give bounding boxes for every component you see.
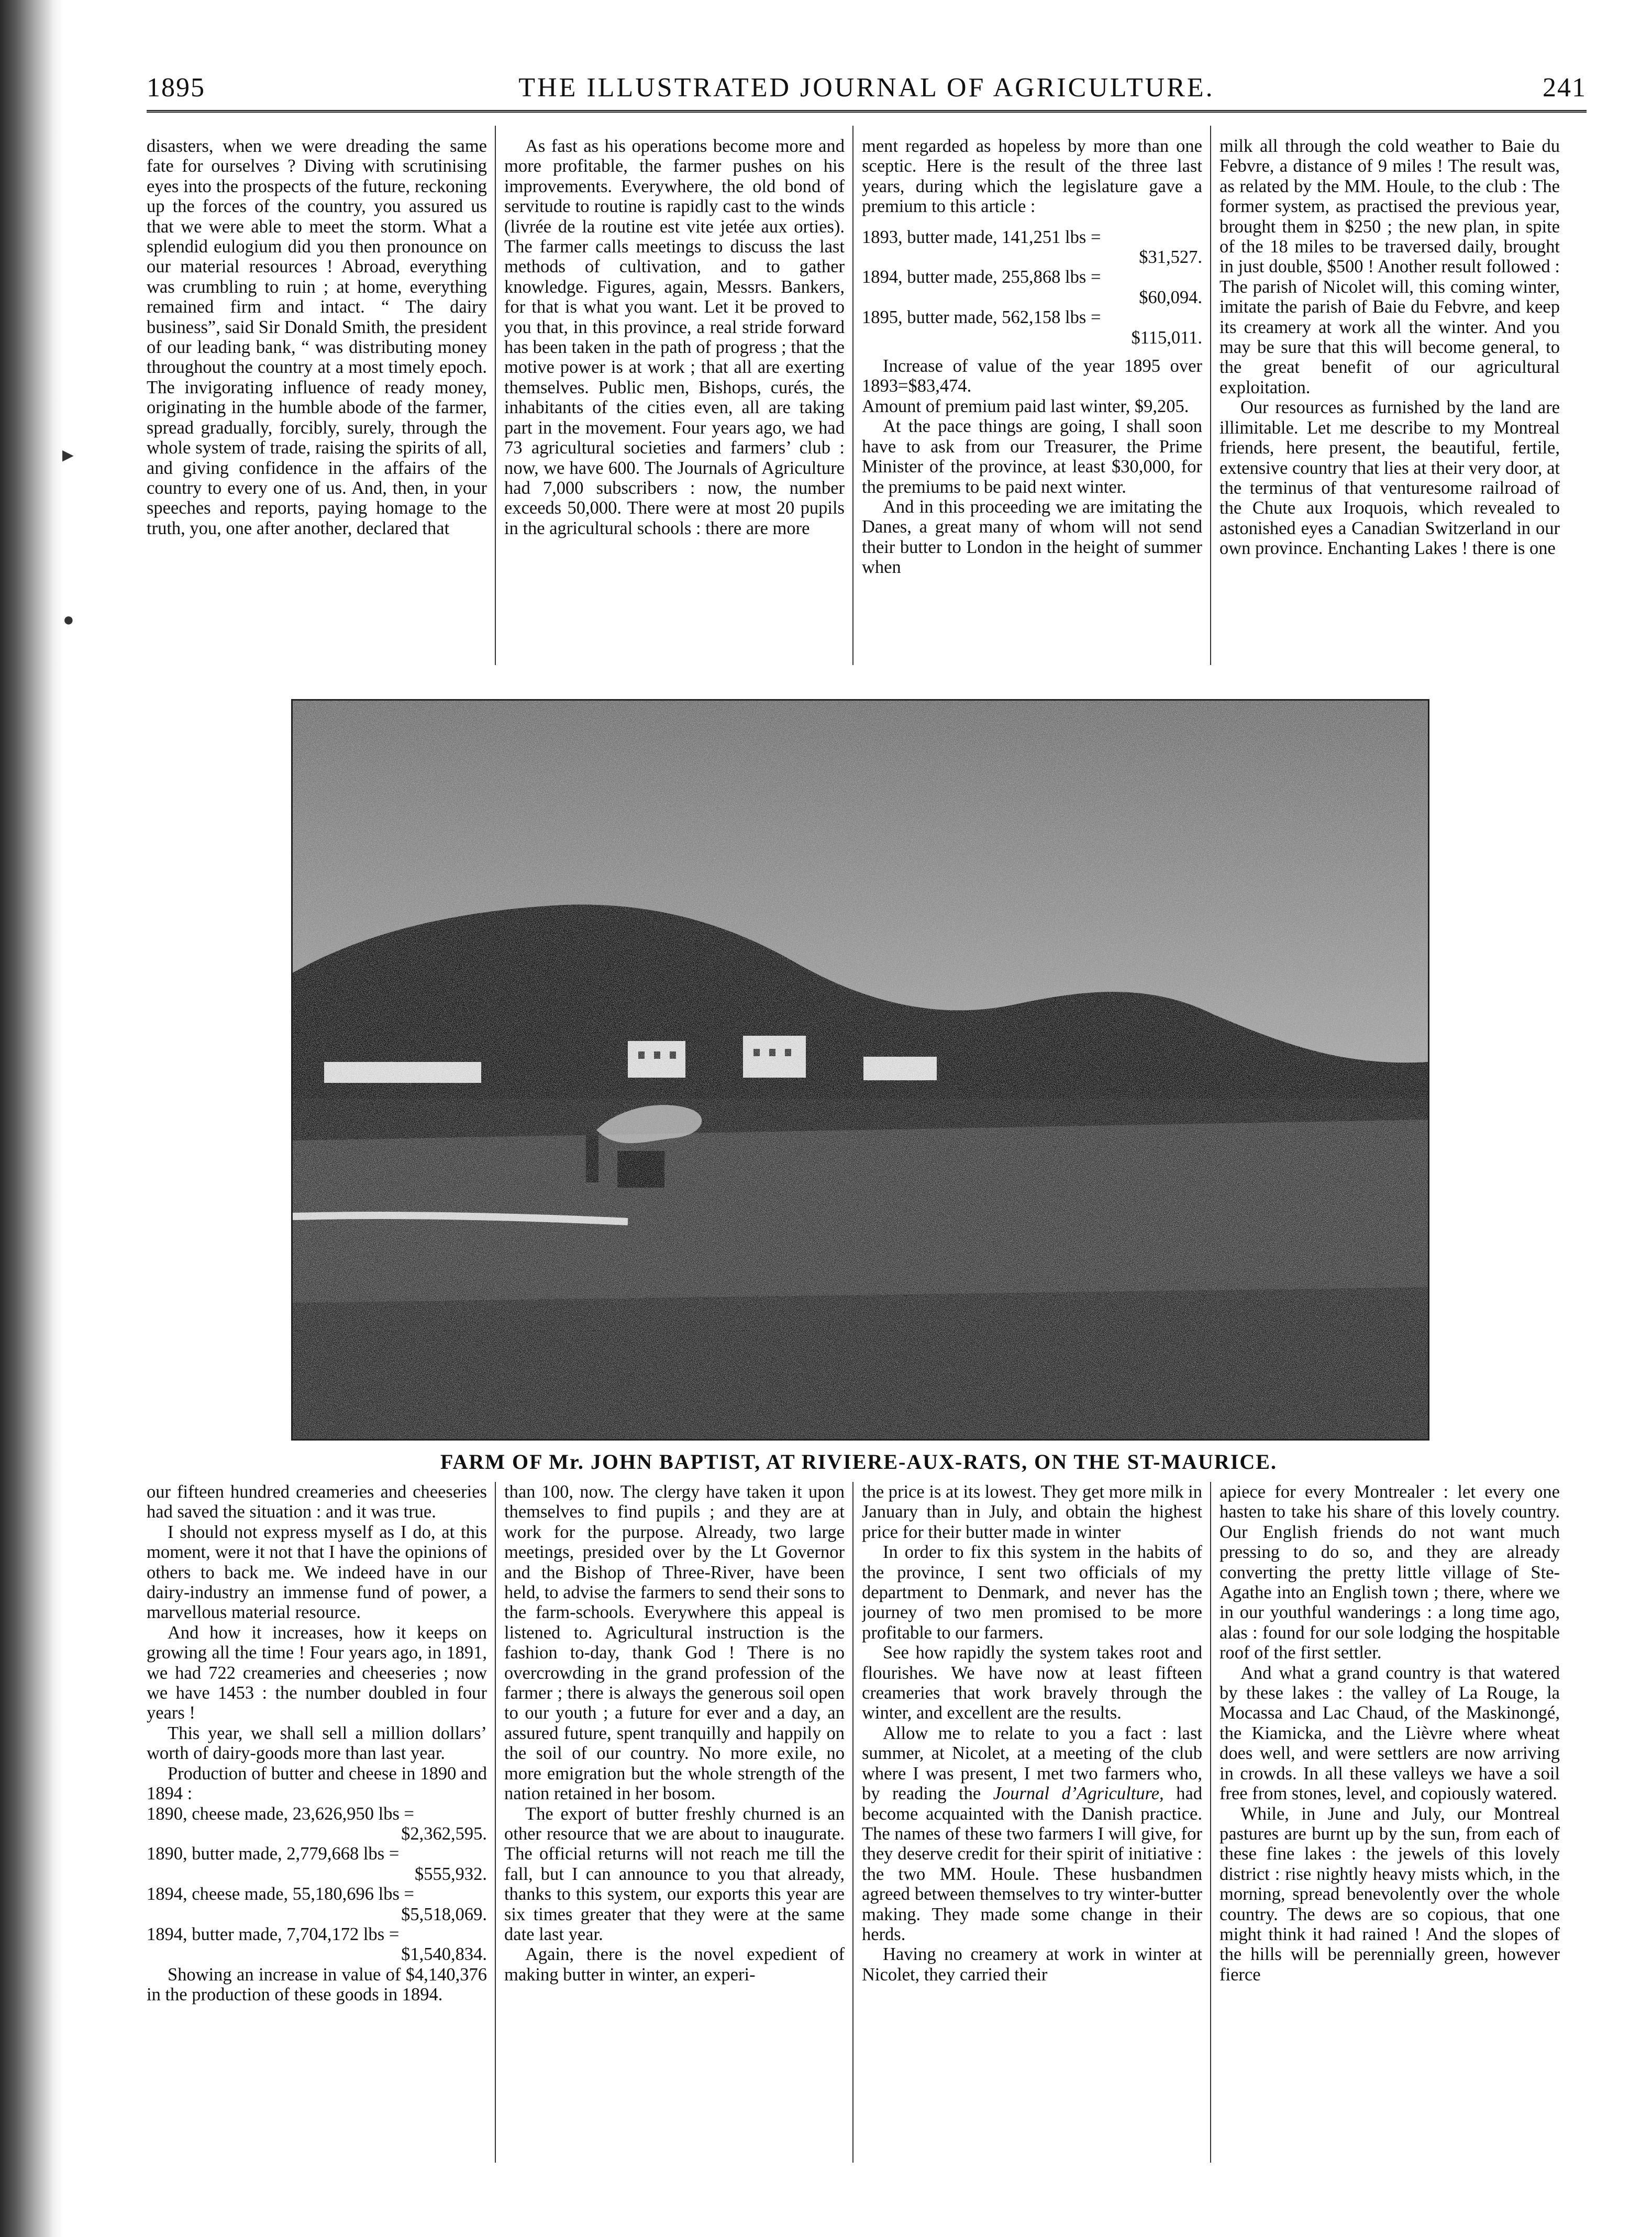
paragraph: Again, there is the novel expedient of making butter in winter, an experi- [504,1944,845,1985]
butter-figure [862,227,1202,268]
paragraph: See how rapidly the system takes root and flourishes. We have now at least fifteen creameries that work bravely through the winter, and excellent are the results. [862,1643,1202,1723]
figure-amount: $1,540,834. [401,1944,487,1965]
paragraph: apiece for every Montrealer : let every one hasten to take his share of this lovely country. Our English friends do not want much pressing to do so, and they are already converting the pretty little village of Ste-Agathe into an English town ; there, where we in our youthful wanderings : a long time ago, alas : found for our sole lodging the hospitable roof of the first settler. [1219,1482,1560,1663]
paragraph: the price is at its lowest. They get more milk in January than in July, and obtain the highest price for their butter made in winter [862,1482,1202,1542]
journal-title: THE ILLUSTRATED JOURNAL OF AGRICULTURE. [518,73,1215,103]
paragraph: ment regarded as hopeless by more than one sceptic. Here is the result of the three last years, during which the legislature gave a premium to this article : [862,136,1202,217]
production-figure [147,1844,487,1884]
top-column-1 [147,136,487,665]
paragraph: Showing an increase in value of $4,140,376 in the production of these goods in 1894. [147,1964,487,2005]
top-column-2 [504,136,845,665]
page-binding-shadow [0,0,63,2237]
column-rule [1210,1482,1211,2163]
figure-line: 1893, butter made, 141,251 lbs = [862,227,1101,247]
margin-mark: ► [59,445,77,466]
column-rule [1210,126,1211,665]
bottom-column-4 [1219,1482,1560,2163]
text-run: Allow me to relate to you a fact : last summer, at Nicolet, at a meeting of the club where I was present, I met two farmers who, by reading the [862,1723,1202,1804]
figure-line: 1894, butter made, 7,704,172 lbs = [147,1924,400,1944]
paragraph: than 100, now. The clergy have taken it upon themselves to find pupils ; and they are at work for the purpose. Already, two large meetings, presided over by the Lt Governor and the Bishop of Three-River, have been held, to advise the farmers to send their sons to the farm-schools. Everywhere this appeal is listened to. Agricultural instruction is the fashion to-day, thank God ! There is no overcrowding in the grand profession of the farmer ; there is always the generous soil open to our youth ; a future for ever and a day, an assured future, spent tranquilly and happily on the soil of our country. No more exile, no more emigration but the whole strength of the nation retained in her bosom. [504,1482,845,1804]
top-column-3 [862,136,1202,665]
figure-amount: $60,094. [1139,287,1202,307]
bottom-column-2 [504,1482,845,2163]
paragraph: Amount of premium paid last winter, $9,205. [862,396,1189,416]
journal-name: Journal d’Agriculture, [993,1784,1164,1804]
production-figure [147,1884,487,1924]
figure-caption: FARM OF Mr. JOHN BAPTIST, AT RIVIERE-AUX-RATS, ON THE ST-MAURICE. [440,1450,1277,1474]
header-rule [147,110,1587,113]
paragraph: And in this proceeding we are imitating the Danes, a great many of whom will not send their butter to London in the height of summer when [862,496,1202,578]
running-header [147,72,1587,114]
text-run: had become acquainted with the Danish practice. The names of these two farmers I will give, for they deserve credit for their spirit of initiative : the two MM. Houle. These husbandmen agreed between themselves to try winter-butter making. They made some change in their herds. [862,1784,1202,1944]
paragraph: And how it increases, how it keeps on growing all the time ! Four years ago, in 1891, we had 722 creameries and cheeseries ; now we have 1453 : the number doubled in four years ! [147,1622,487,1723]
column-rule [495,126,496,665]
figure-amount: $115,011. [1131,327,1202,348]
production-figure [147,1804,487,1844]
production-figure [147,1924,487,1965]
butter-figure [862,267,1202,307]
figure-line: 1890, cheese made, 23,626,950 lbs = [147,1803,414,1824]
paragraph: Our resources as furnished by the land are illimitable. Let me describe to my Montreal friends, here present, the beautiful, fertile, extensive country that lies at their very door, at the terminus of that venturesome railroad of the Chute aux Iroquois, which revealed to astonished eyes a Canadian Switzerland in our own province. Enchanting Lakes ! there is one [1219,397,1560,559]
figure-amount: $555,932. [415,1864,487,1884]
header-year: 1895 [147,73,205,103]
paragraph: milk all through the cold weather to Baie du Febvre, a distance of 9 miles ! The result was, as related by the MM. Houle, to the club : The former system, as practised the previous year, brought them in $250 ; the new plan, in spite of the 18 miles to be traversed daily, brought in just double, $500 ! Another result followed : The parish of Nicolet will, this coming winter, imitate the parish of Baie du Febvre, and keep its creamery at work all the winter. And you may be sure that this will become general, to the great benefit of our agricultural exploitation. [1219,136,1560,397]
top-column-4 [1219,136,1560,665]
figure-line: 1894, cheese made, 55,180,696 lbs = [147,1884,414,1904]
figure-line: 1894, butter made, 255,868 lbs = [862,267,1101,287]
paragraph: our fifteen hundred creameries and cheeseries had saved the situation : and it was true. [147,1482,487,1522]
paragraph [862,1723,1202,1944]
figure-amount: $2,362,595. [401,1823,487,1844]
paragraph: Having no creamery at work in winter at Nicolet, they carried their [862,1944,1202,1985]
page-number: 241 [1543,73,1587,103]
figure-line: 1895, butter made, 562,158 lbs = [862,307,1101,328]
paragraph: I should not express myself as I do, at this moment, were it not that I have the opinions of others to back me. We indeed have in our dairy-industry an immense fund of power, a marvellous material resource. [147,1522,487,1623]
paragraph: At the pace things are going, I shall soon have to ask from our Treasurer, the Prime Minister of the province, at least $30,000, for the premiums to be paid next winter. [862,416,1202,497]
column-rule [852,126,853,665]
figure-amount: $31,527. [1139,247,1202,268]
paragraph: And what a grand country is that watered by these lakes : the valley of La Rouge, la Mocassa and Lac Chaud, of the Maskinongé, the Kiamicka, and the Lièvre where wheat does well, and were settlers are now arriving in crowds. In all these valleys we have a soil free from stones, level, and copiously watered. [1219,1663,1560,1804]
bottom-column-1 [147,1482,487,2163]
paragraph: This year, we shall sell a million dollars’ worth of dairy-goods more than last year. [147,1723,487,1764]
butter-figure [862,307,1202,348]
margin-mark: ● [63,609,74,630]
paragraph: In order to fix this system in the habits of the province, I sent two officials of my department to Denmark, and never has the journey of two men promised to be more profitable to our farmers. [862,1542,1202,1643]
paragraph: disasters, when we were dreading the same fate for ourselves ? Diving with scrutinising eyes into the prospects of the future, reckoning up the forces of the country, you assured us that we were able to meet the storm. What a splendid eulogium did you then pronounce on our material resources ! Abroad, everything was crumbling to ruin ; at home, everything remained firm and intact. “ The dairy business”, said Sir Donald Smith, the president of our leading bank, “ was distributing money throughout the country at a most timely epoch. The invigorating influence of ready money, originating in the humble abode of the farmer, spread gradually, forcibly, surely, through the whole system of trade, raising the spirits of all, and giving confidence in the affairs of the country to every one of us. And, then, in your speeches and reports, paying homage to the truth, you, one after another, declared that [147,136,487,538]
column-rule [852,1482,853,2163]
farm-engraving [291,699,1429,1441]
column-rule [495,1482,496,2163]
figure-amount: $5,518,069. [401,1904,487,1924]
bottom-column-3 [862,1482,1202,2163]
paragraph: While, in June and July, our Montreal pastures are burnt up by the sun, from each of these fine lakes : the jewels of this lovely district : rise nightly heavy mists which, in the morning, spread benevolently over the whole country. The dews are so copious, that one might think it had rained ! And the slopes of the hills will be perennially green, however fierce [1219,1803,1560,1985]
paragraph: As fast as his operations become more and more profitable, the farmer pushes on his improvements. Everywhere, the old bond of servitude to routine is rapidly cast to the winds (livrée de la routine est vite jetée aux orties). The farmer calls meetings to discuss the last methods of cultivation, and to gather knowledge. Figures, again, Messrs. Bankers, for that is what you want. Let it be proved to you that, in this province, a real stride forward has been taken in the path of progress ; that the motive power is at work ; that all are exerting themselves. Public men, Bishops, curés, the inhabitants of the cities even, all are taking part in the movement. Four years ago, we had 73 agricultural societies and farmers’ club : now, we have 600. The Journals of Agriculture had 7,000 subscribers : now, the number exceeds 50,000. There were at most 20 pupils in the agricultural schools : there are more [504,136,845,538]
farm-engraving-image [293,701,1428,1439]
paragraph: The export of butter freshly churned is an other resource that we are about to inaugurate. The official returns will not reach me till the fall, but I can announce to you that already, thanks to this system, our exports this year are six times greater that they were at the same date last year. [504,1803,845,1944]
paragraph: Production of butter and cheese in 1890 and 1894 : [147,1763,487,1804]
figure-line: 1890, butter made, 2,779,668 lbs = [147,1844,400,1864]
paragraph: Increase of value of the year 1895 over 1893=$83,474. [862,356,1202,396]
